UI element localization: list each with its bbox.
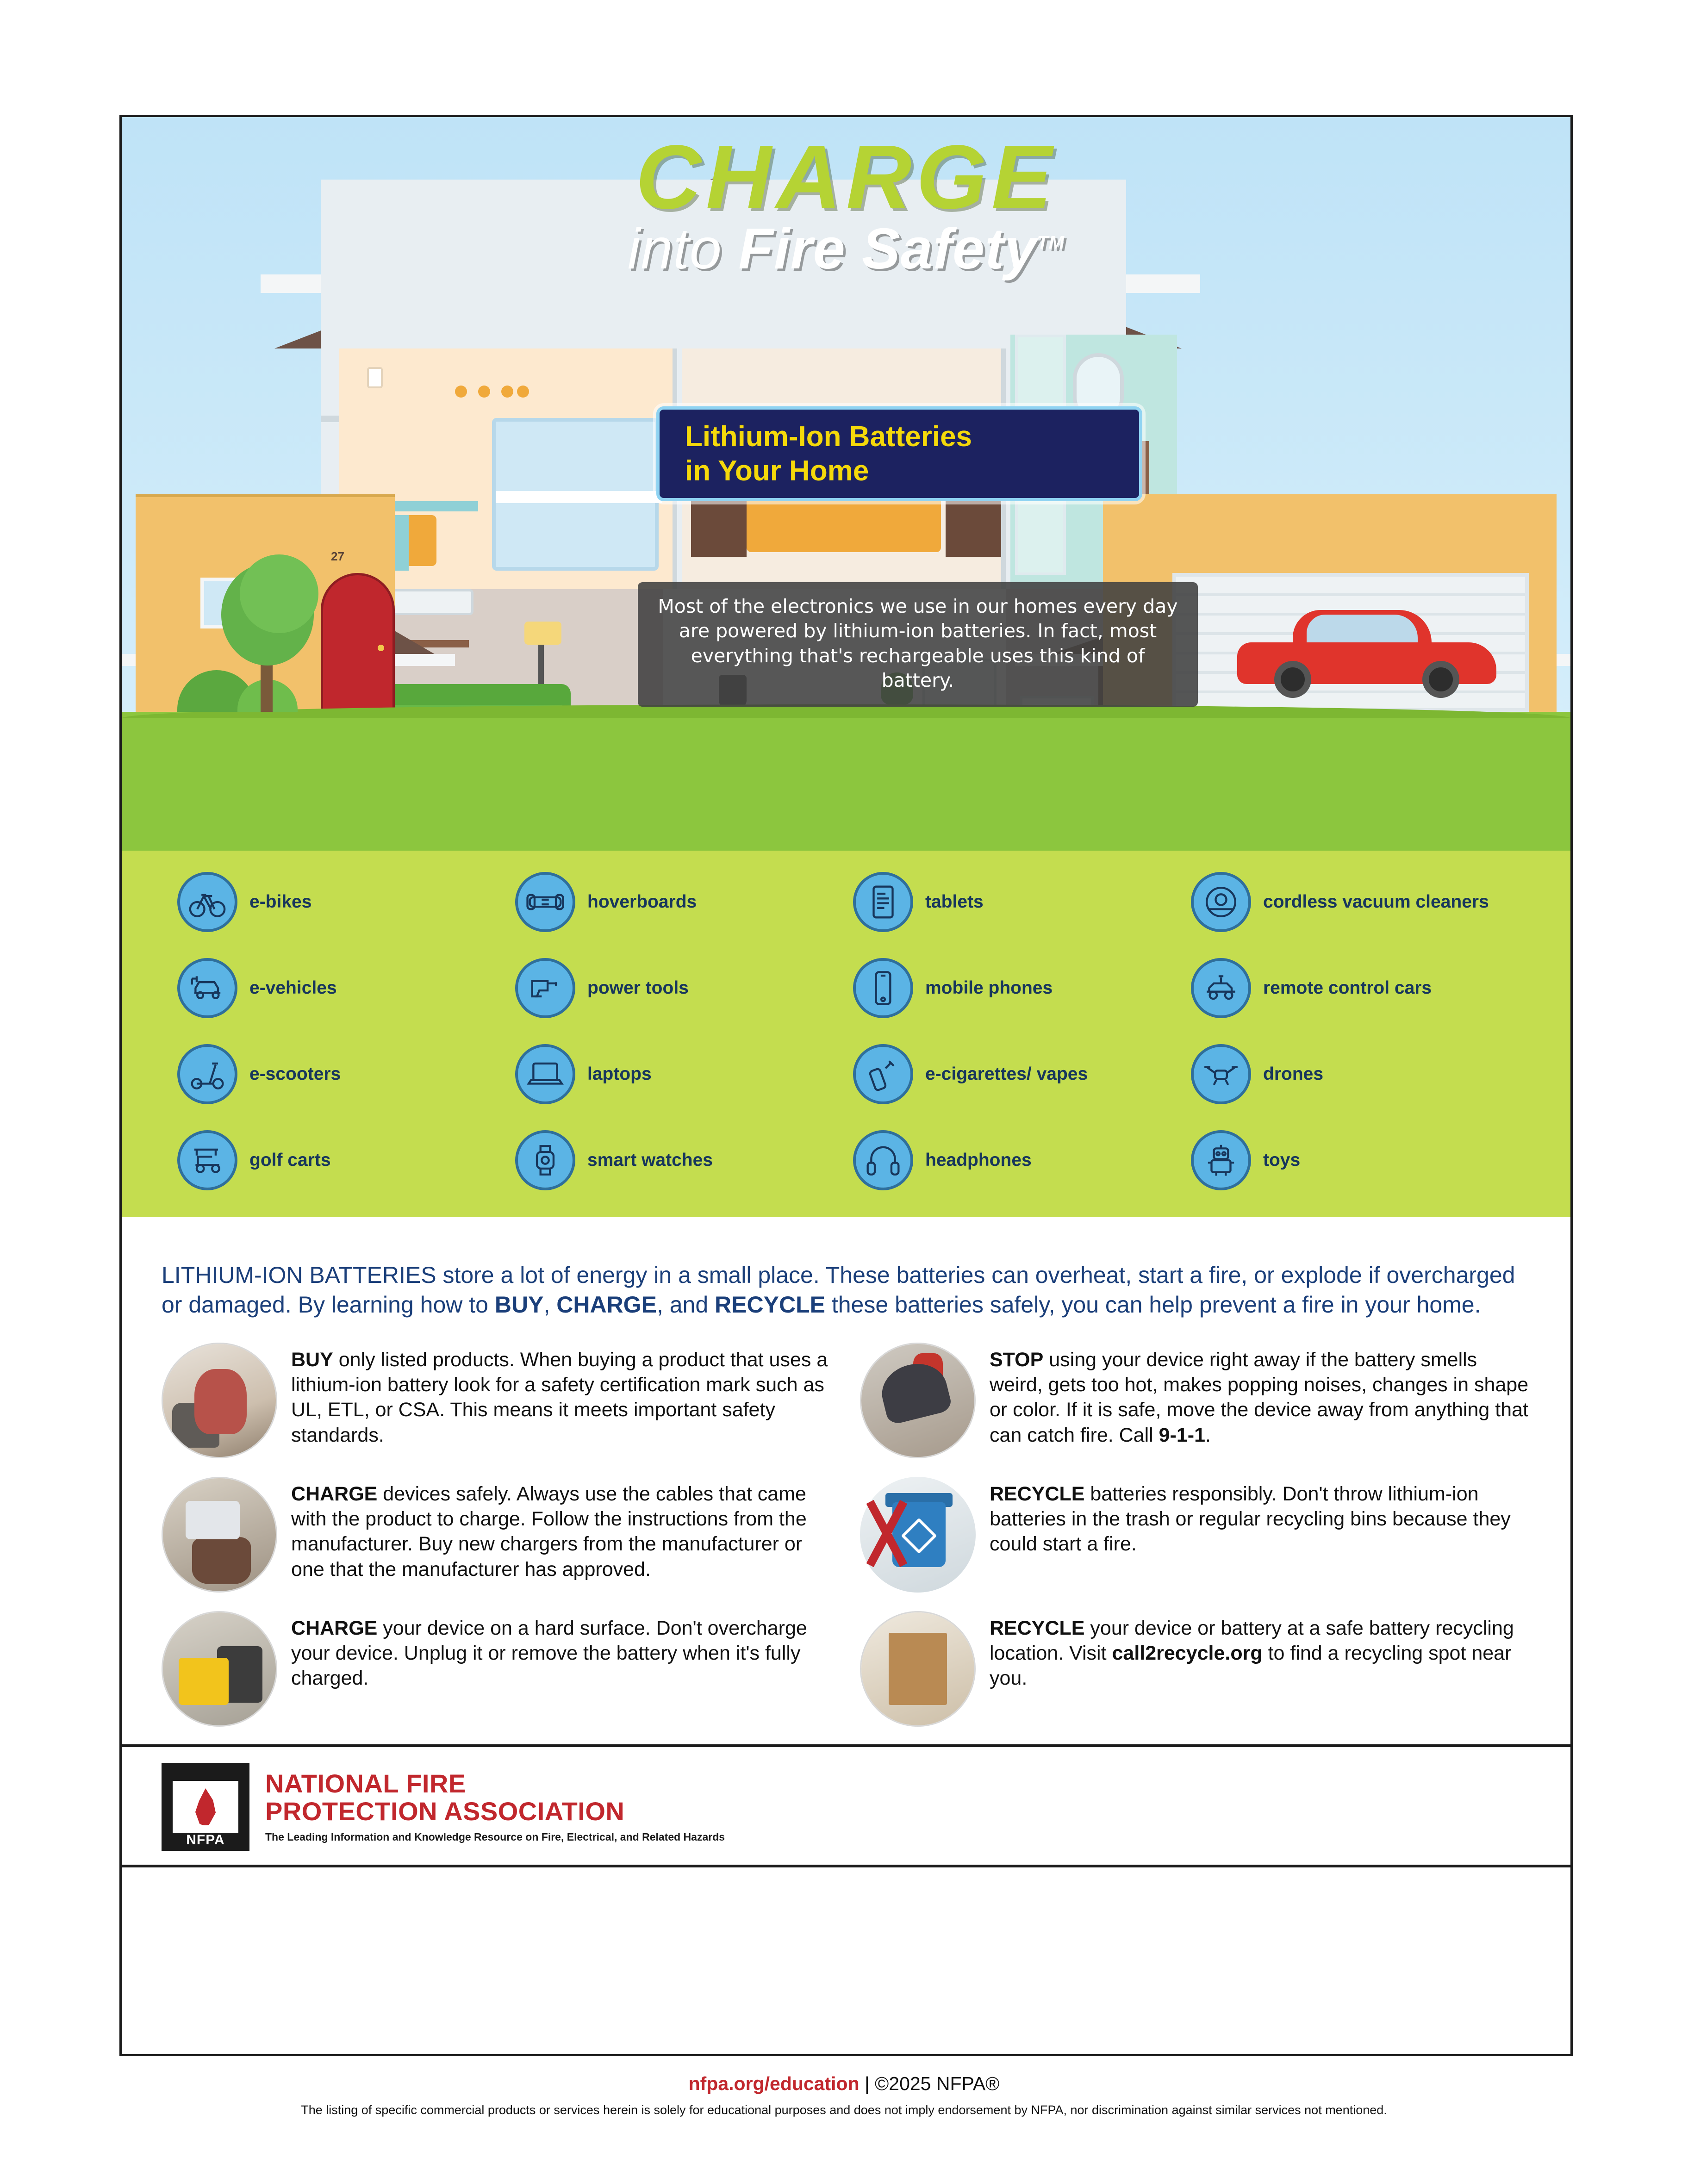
tip-text	[291, 1343, 832, 1448]
house-number: 27	[331, 549, 344, 563]
device-item-tablets	[853, 872, 1177, 932]
tablet-icon	[853, 872, 913, 932]
tip-lead-word: RECYCLE	[990, 1617, 1085, 1639]
woman-checking-battery-photo	[162, 1343, 277, 1458]
title-into-word: into	[627, 217, 722, 281]
flame-icon	[192, 1788, 219, 1825]
device-label: e-vehicles	[249, 978, 337, 998]
rc-car-icon	[1191, 958, 1251, 1018]
tip-text	[990, 1343, 1531, 1448]
lead-buy: BUY	[494, 1291, 544, 1318]
lead-part-2: store a lot of energy in a small place. These batteries can overheat, start a fire, or explode if overcharged or damaged. By learning how to	[162, 1262, 1515, 1318]
bunk-bed	[492, 418, 659, 571]
body-content	[122, 1217, 1570, 1731]
device-label: cordless vacuum cleaners	[1263, 892, 1489, 912]
tree-canopy-highlight	[240, 554, 318, 633]
device-label: remote control cars	[1263, 978, 1432, 998]
tip-emergency-number: 9-1-1	[1159, 1424, 1206, 1446]
device-item-e-vehicles	[177, 958, 501, 1018]
front-door	[321, 573, 395, 712]
tip-body-tail: .	[1205, 1424, 1211, 1446]
golf-cart-icon	[177, 1130, 237, 1190]
lead-charge: CHARGE	[556, 1291, 657, 1318]
device-icon-grid	[177, 872, 1515, 1190]
lead-sep-1: ,	[543, 1291, 557, 1318]
robot-vacuum-icon	[1191, 872, 1251, 932]
nfpa-name-line-1: NATIONAL FIRE	[265, 1769, 466, 1798]
tip-charge-devices-safely	[162, 1477, 832, 1593]
page-bottom-credits	[0, 2062, 1688, 2118]
laptop-icon	[515, 1044, 575, 1104]
device-label: mobile phones	[925, 978, 1053, 998]
title-into-fire-safety	[122, 216, 1570, 282]
tip-lead-word: BUY	[291, 1349, 333, 1371]
device-item-smart-watches	[515, 1130, 839, 1190]
parked-car	[1237, 615, 1496, 698]
device-item-golf-carts	[177, 1130, 501, 1190]
drill-icon	[515, 958, 575, 1018]
device-label: e-scooters	[249, 1064, 341, 1084]
credit-line	[28, 2073, 1660, 2095]
car-plug-icon	[177, 958, 237, 1018]
device-item-e-cigarettes-vapes	[853, 1044, 1177, 1104]
battery-recycling-box-photo	[860, 1611, 976, 1727]
red-x-icon	[851, 1498, 922, 1569]
subtitle-line-2: in Your Home	[685, 454, 869, 487]
subtitle-banner	[656, 406, 1142, 501]
device-item-cordless-vacuum-cleaners	[1191, 872, 1515, 932]
disclaimer-text: The listing of specific commercial products or services herein is solely for educational purposes and does not imply endorsement by NFPA, nor discrimination against similar services not mentioned.	[301, 2103, 1387, 2117]
device-item-e-scooters	[177, 1044, 501, 1104]
tip-recycle-responsibly	[860, 1477, 1531, 1593]
tip-recycle-url: call2recycle.org	[1112, 1642, 1263, 1665]
headphones-icon	[853, 1130, 913, 1190]
device-label: laptops	[587, 1064, 652, 1084]
tip-body: devices safely. Always use the cables that came with the product to charge. Follow the instructions from the manufacturer. Buy new chargers from the manufacturer or one that the manufacturer has approved.	[291, 1483, 807, 1580]
nfpa-name-line-2: PROTECTION ASSOCIATION	[265, 1796, 625, 1826]
lead-part-1: LITHIUM-ION BATTERIES	[162, 1262, 436, 1288]
device-label: golf carts	[249, 1150, 331, 1170]
floor-lamp-shade	[524, 622, 561, 645]
tip-lead-word: RECYCLE	[990, 1483, 1085, 1505]
bicycle-icon	[177, 872, 237, 932]
device-label: power tools	[587, 978, 689, 998]
wall-ac-unit	[381, 589, 473, 615]
tip-body: only listed products. When buying a product that uses a lithium-ion battery look for a safety certification mark such as UL, ETL, or CSA. This means it meets important safety standards.	[291, 1349, 828, 1446]
device-icon-band	[122, 851, 1570, 1217]
device-label: toys	[1263, 1150, 1301, 1170]
device-label: headphones	[925, 1150, 1032, 1170]
device-label: tablets	[925, 892, 984, 912]
power-tool-batteries-photo	[162, 1611, 277, 1727]
device-label: hoverboards	[587, 892, 697, 912]
tip-lead-word: STOP	[990, 1349, 1044, 1371]
tip-text	[990, 1611, 1531, 1691]
nfpa-logo-box	[173, 1781, 238, 1833]
tip-recycle-at-safe-location	[860, 1611, 1531, 1727]
lead-recycle: RECYCLE	[715, 1291, 825, 1318]
tip-lead-word: CHARGE	[291, 1617, 378, 1639]
tip-charge-on-hard-surface	[162, 1611, 832, 1727]
lead-paragraph	[162, 1261, 1531, 1319]
nfpa-name-block	[265, 1770, 725, 1843]
lawn	[122, 712, 1570, 851]
nfpa-education-link[interactable]: nfpa.org/education	[688, 2073, 860, 2094]
poster-frame	[119, 115, 1573, 2056]
nfpa-tagline: The Leading Information and Knowledge Resource on Fire, Electrical, and Related Hazards	[265, 1830, 725, 1843]
device-item-e-bikes	[177, 872, 501, 932]
title-safety-word: Safety	[862, 217, 1037, 281]
title-fire-word: Fire	[738, 217, 846, 281]
tip-lead-word: CHARGE	[291, 1483, 378, 1505]
robot-toy-icon	[1191, 1130, 1251, 1190]
hanging-mobile	[455, 358, 529, 399]
device-item-remote-control-cars	[1191, 958, 1515, 1018]
device-label: drones	[1263, 1064, 1324, 1084]
smart-watch-icon	[515, 1130, 575, 1190]
vape-icon	[853, 1044, 913, 1104]
footer-divider-bottom	[122, 1865, 1570, 1867]
safety-tips-grid	[162, 1343, 1531, 1727]
lead-part-3: these batteries safely, you can help prevent a fire in your home.	[825, 1291, 1481, 1318]
device-item-laptops	[515, 1044, 839, 1104]
title-trademark: TM	[1037, 232, 1065, 253]
device-label: smart watches	[587, 1150, 713, 1170]
nfpa-logo	[162, 1763, 249, 1851]
mobile-phone-icon	[853, 958, 913, 1018]
tip-body: batteries responsibly. Don't throw lithium-ion batteries in the trash or regular recycling bins because they could start a fire.	[990, 1483, 1511, 1556]
nightstand-left	[691, 501, 747, 557]
copyright-text: | ©2025 NFPA®	[865, 2073, 1000, 2094]
house-cutaway-illustration	[122, 117, 1570, 851]
device-item-power-tools	[515, 958, 839, 1018]
kids-chair	[404, 515, 436, 566]
nfpa-footer	[122, 1747, 1570, 1865]
scooter-icon	[177, 1044, 237, 1104]
subtitle-line-1: Lithium-Ion Batteries	[685, 421, 972, 453]
tip-text	[291, 1477, 832, 1582]
poster-title	[122, 126, 1570, 282]
device-item-drones	[1191, 1044, 1515, 1104]
child-with-vr-headset-photo	[162, 1477, 277, 1593]
tip-body: your device on a hard surface. Don't overcharge your device. Unplug it or remove the battery when it's fully charged.	[291, 1617, 807, 1690]
tip-text	[291, 1611, 832, 1691]
device-label: e-cigarettes/ vapes	[925, 1064, 1088, 1084]
device-item-headphones	[853, 1130, 1177, 1190]
device-item-mobile-phones	[853, 958, 1177, 1018]
device-item-toys	[1191, 1130, 1515, 1190]
wall-outlet	[367, 367, 383, 388]
tip-stop-using-device	[860, 1343, 1531, 1458]
tip-body-tail: to find a recycling spot near you.	[990, 1642, 1512, 1690]
recycling-bin-crossed-out-photo	[860, 1477, 976, 1593]
tip-buy-listed-products	[162, 1343, 832, 1458]
hoverboard-icon	[515, 872, 575, 932]
device-label: e-bikes	[249, 892, 312, 912]
nightstand-right	[946, 501, 1001, 557]
lead-sep-2: , and	[656, 1291, 715, 1318]
device-item-hoverboards	[515, 872, 839, 932]
tip-body: using your device right away if the battery smells weird, gets too hot, makes popping noises, changes in shape or color. If it is safe, move the device away from anything that can catch fire. Call	[990, 1349, 1529, 1446]
intro-callout-text: Most of the electronics we use in our homes every day are powered by lithium-ion batteries. In fact, most everything that's rechargeable uses this kind of battery.	[638, 582, 1198, 707]
tip-text	[990, 1477, 1531, 1557]
drone-icon	[1191, 1044, 1251, 1104]
nfpa-logo-wordmark: NFPA	[186, 1832, 225, 1848]
tip-body: your device or battery at a safe battery recycling location. Visit	[990, 1617, 1514, 1665]
title-charge: CHARGE	[635, 126, 1057, 228]
burning-hoverboard-photo	[860, 1343, 976, 1458]
